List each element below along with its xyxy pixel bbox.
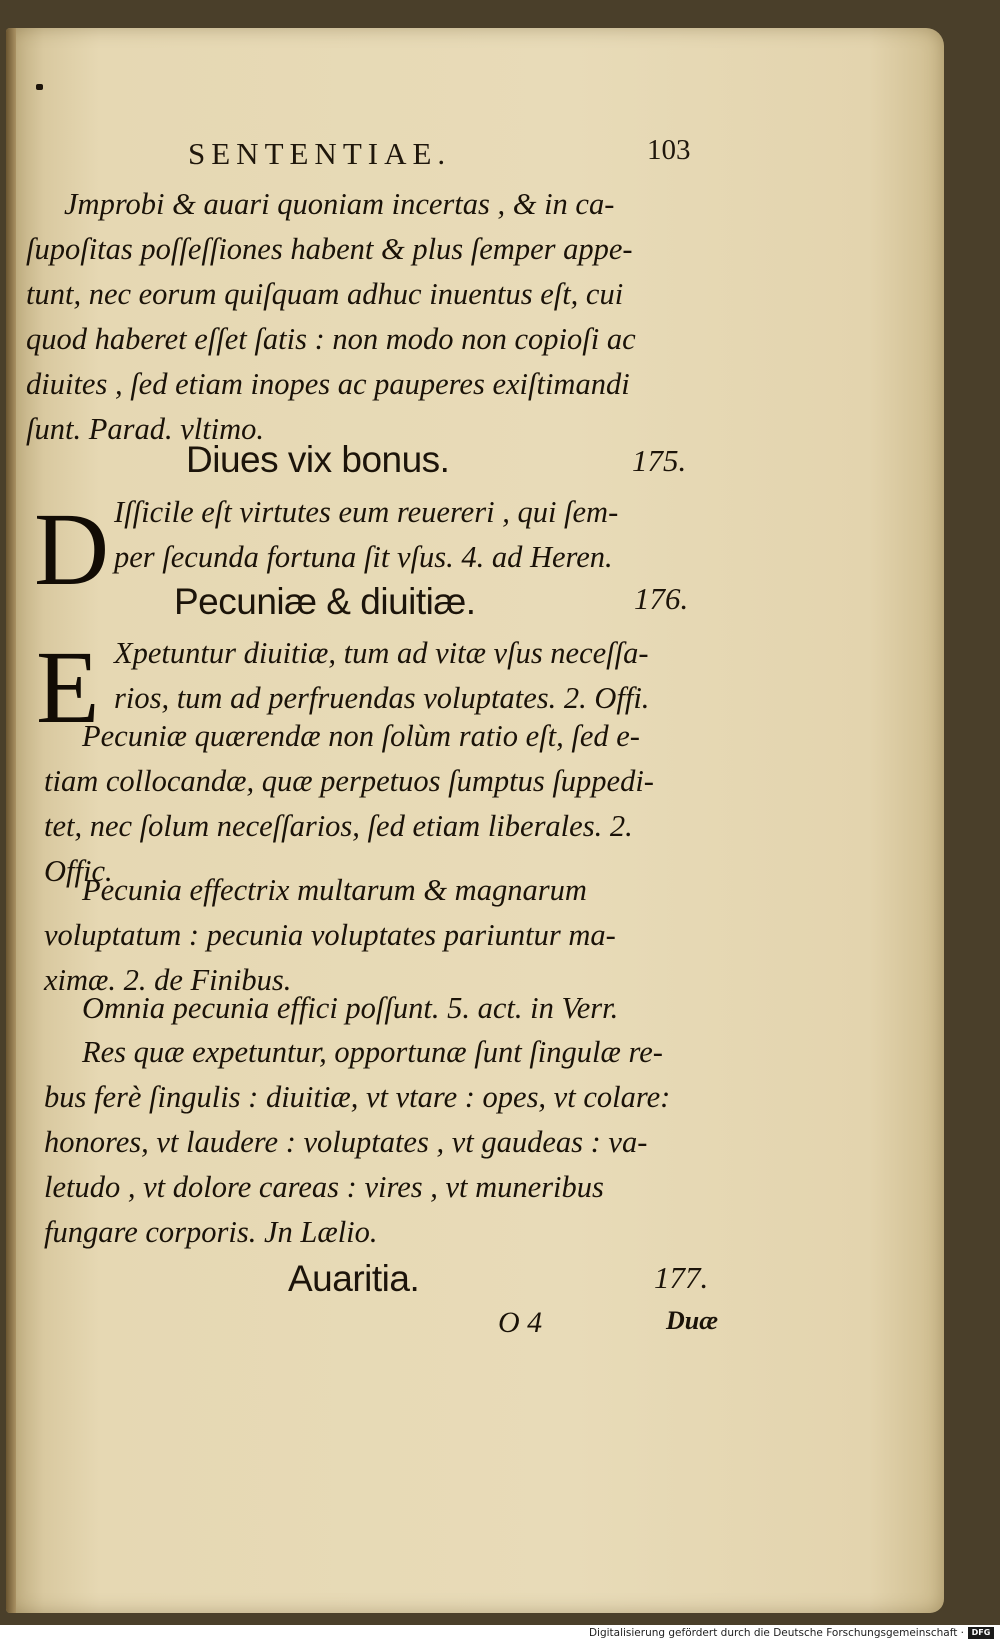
text-line: Res quæ expetuntur, opportunæ ſunt ſingulæ re-	[82, 1035, 663, 1069]
running-head: SENTENTIAE.	[188, 136, 452, 171]
text-line: diuites , ſed etiam inopes ac pauperes exiſtimandi	[26, 367, 630, 401]
text-line: ſunt. Parad. vltimo.	[26, 412, 265, 446]
text-line: ſupoſitas poſſeſſiones habent & plus ſemper appe-	[26, 232, 633, 266]
page-number: 103	[647, 134, 691, 166]
section-heading-175: Diues vix bonus.	[186, 439, 450, 480]
text-line: bus ferè ſingulis : diuitiæ, vt vtare : opes, vt colare:	[44, 1080, 671, 1114]
funding-notice: Digitalisierung gefördert durch die Deutsche Forschungsgemeinschaft ·	[588, 1627, 964, 1639]
drop-cap-e: E	[36, 630, 100, 745]
paragraph-difficile	[114, 490, 618, 580]
dfg-logo: DFG	[968, 1627, 994, 1639]
text-line: Xpetuntur diuitiæ, tum ad vitæ vſus neceſſa-	[114, 636, 649, 670]
text-line: letudo , vt dolore careas : vires , vt muneribus	[44, 1170, 604, 1204]
section-heading-177: Auaritia.	[288, 1258, 420, 1299]
text-line: ximæ. 2. de Finibus.	[44, 963, 292, 997]
paragraph-improbi	[26, 182, 636, 452]
paragraph-omnia-pecunia	[82, 986, 618, 1031]
paragraph-pecuniae-quaerendae	[44, 714, 654, 894]
text-line: Pecuniæ quærendæ non ſolùm ratio eſt, ſed e-	[82, 719, 640, 753]
text-line: voluptatum : pecunia voluptates pariuntur ma-	[44, 918, 616, 952]
page-spine-edge	[6, 28, 16, 1613]
text-line: tet, nec ſolum neceſſarios, ſed etiam liberales. 2.	[44, 809, 633, 843]
text-line: honores, vt laudere : voluptates , vt gaudeas : va-	[44, 1125, 648, 1159]
paragraph-pecunia-effectrix	[44, 868, 616, 1003]
text-line: Iſſicile eſt virtutes eum reuereri , qui ſem-	[114, 495, 619, 529]
section-heading-176: Pecuniæ & diuitiæ.	[174, 581, 476, 622]
drop-cap-d: D	[34, 492, 110, 607]
ink-mark	[36, 84, 43, 90]
text-line: tiam collocandæ, quæ perpetuos ſumptus ſuppedi-	[44, 764, 654, 798]
catchword: Duæ	[666, 1306, 719, 1335]
text-line: Jmprobi & auari quoniam incertas , & in ca-	[64, 187, 615, 221]
book-page	[6, 28, 944, 1613]
text-line: rios, tum ad perfruendas voluptates. 2. Offi.	[114, 681, 650, 715]
text-line: Pecunia effectrix multarum & magnarum	[82, 873, 587, 907]
signature-mark: O 4	[498, 1306, 543, 1339]
section-number-175: 175.	[632, 443, 687, 478]
text-line: tunt, nec eorum quiſquam adhuc inuentus eſt, cui	[26, 277, 624, 311]
paragraph-expetuntur	[114, 631, 649, 721]
text-line: Omnia pecunia effici poſſunt. 5. act. in Verr.	[82, 991, 619, 1025]
section-number-176: 176.	[634, 581, 689, 616]
section-number-177: 177.	[654, 1260, 709, 1295]
text-line: per ſecunda fortuna ſit vſus. 4. ad Heren.	[114, 540, 613, 574]
text-line: Offic.	[44, 854, 113, 888]
paragraph-res-quae	[44, 1030, 670, 1255]
text-line: quod haberet eſſet ſatis : non modo non copioſi ac	[26, 322, 636, 356]
text-line: fungare corporis. Jn Lælio.	[44, 1215, 378, 1249]
